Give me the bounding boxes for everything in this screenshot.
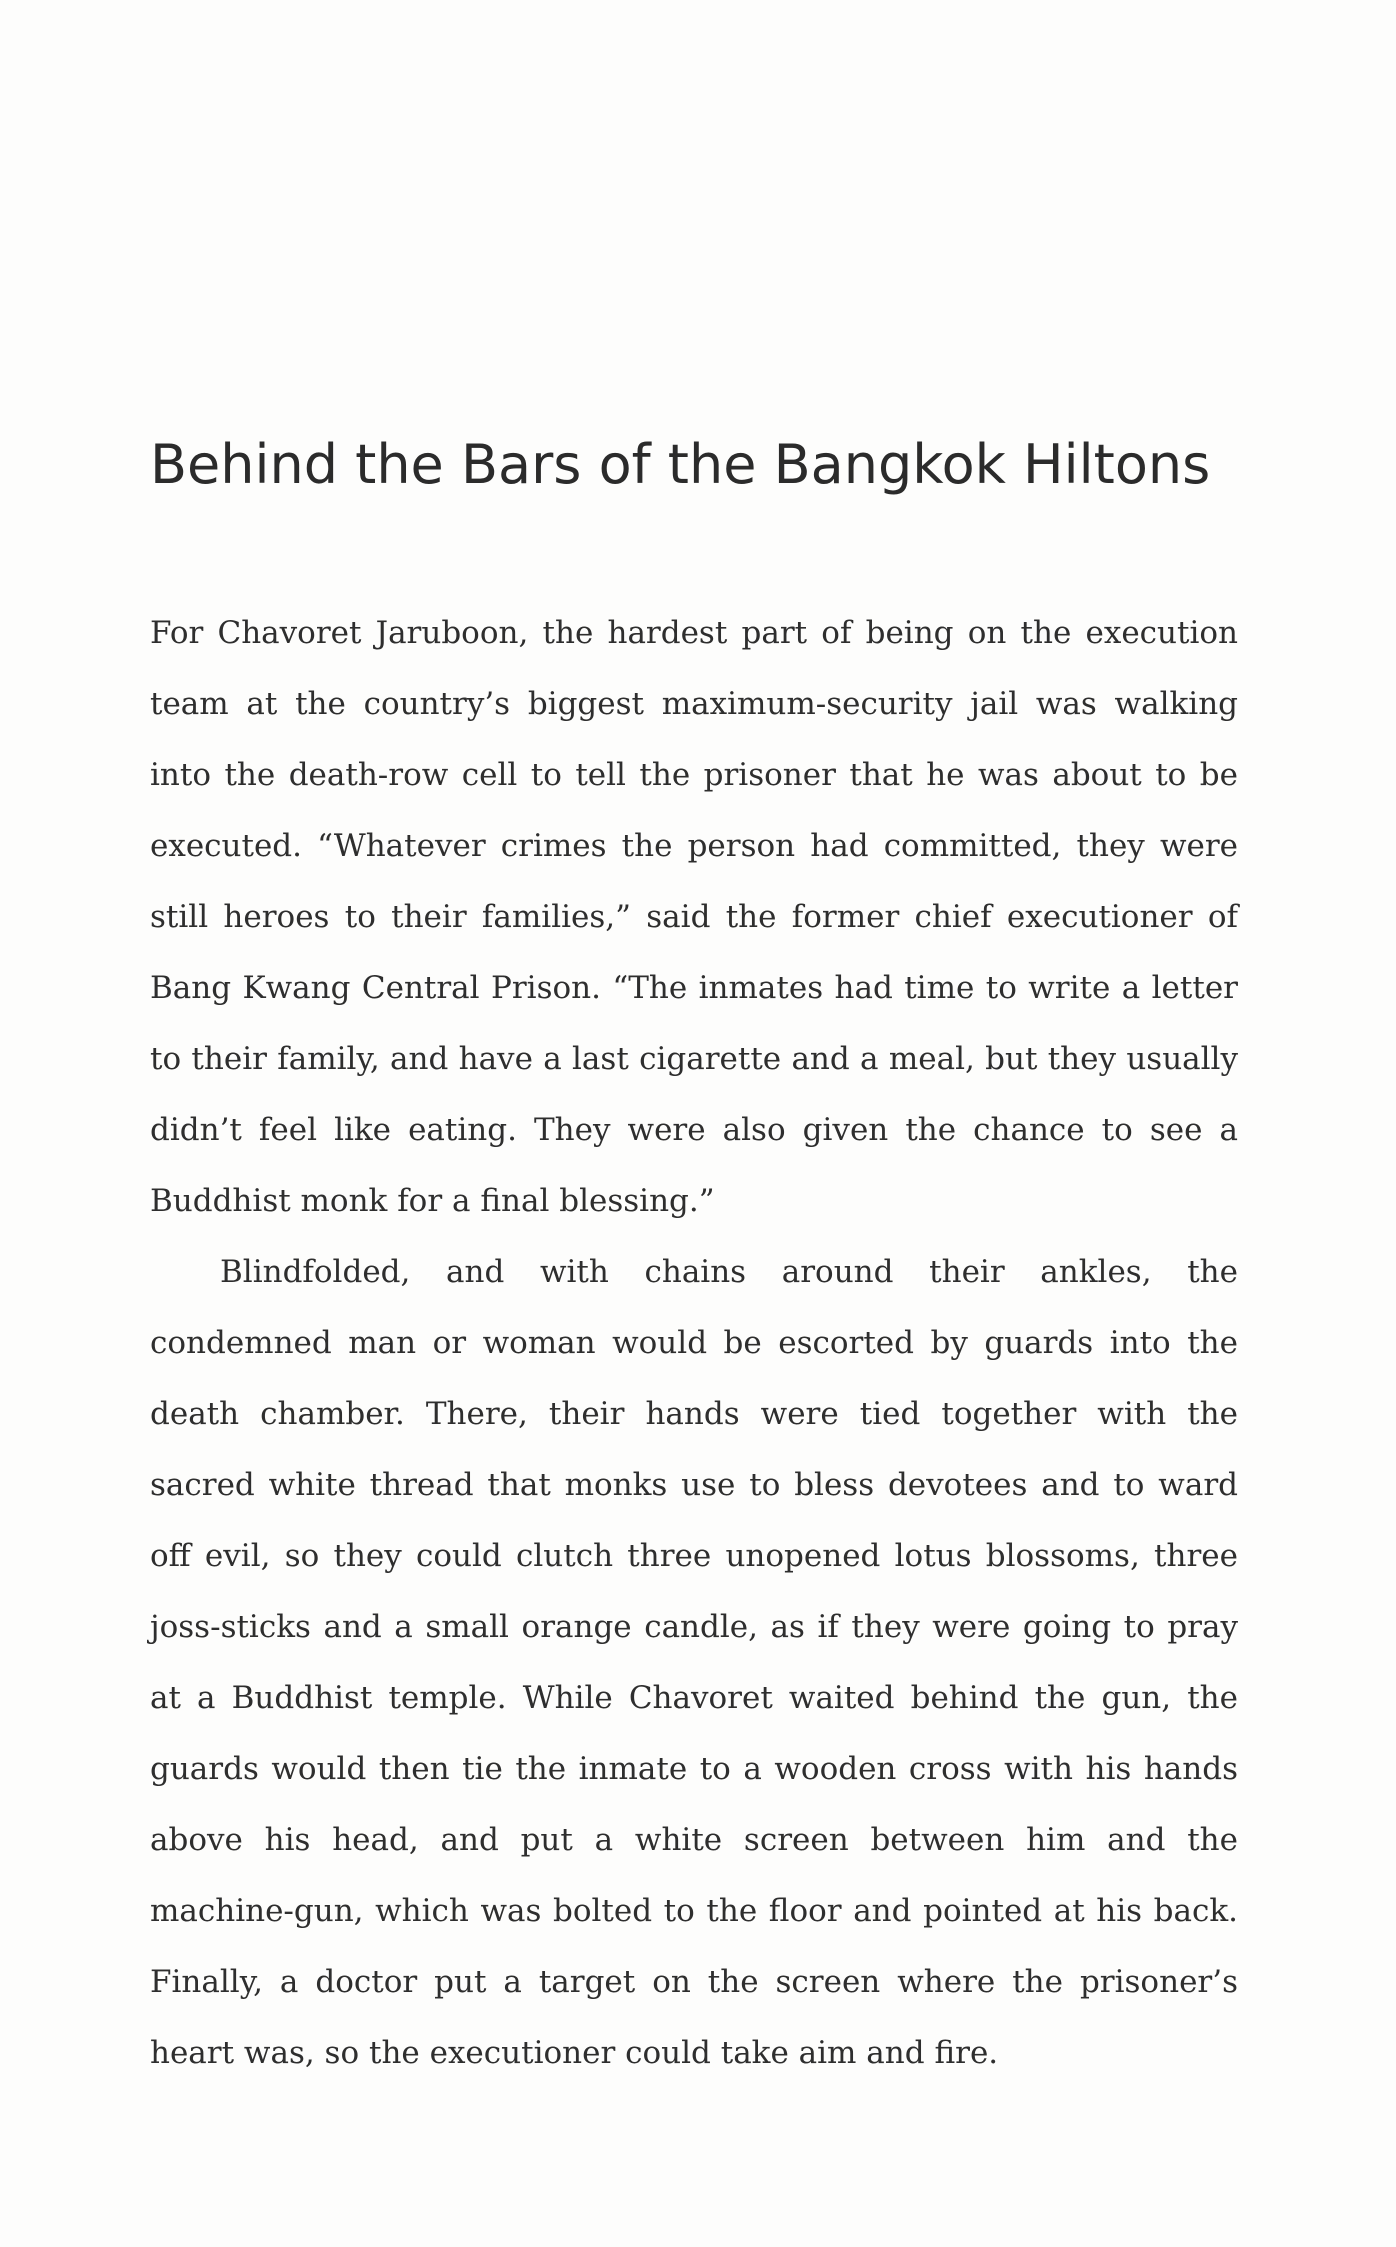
chapter-body — [150, 598, 1238, 2089]
paragraph-2: Blindfolded, and with chains around their ankles, the condemned man or woman would be escorted by guards into the death chamber. There, their hands were tied together with the sacred white thread that monks use to bless devotees and to ward off evil, so they could clutch three unopened lotus blossoms, three joss-sticks and a small orange candle, as if they were going to pray at a Buddhist temple. While Chavoret waited behind the gun, the guards would then tie the inmate to a wooden cross with his hands above his head, and put a white screen between him and the machine-gun, which was bolted to the floor and pointed at his back. Finally, a doctor put a target on the screen where the prisoner’s heart was, so the executioner could take aim and fire. — [150, 1254, 1238, 2071]
chapter-title: Behind the Bars of the Bangkok Hiltons — [150, 433, 1211, 496]
paragraph-1: For Chavoret Jaruboon, the hardest part of being on the execution team at the country’s biggest maximum-security jail was walking into the death-row cell to tell the prisoner that he was about to be executed. “Whatever crimes the person had committed, they were still heroes to their families,” said the former chief executioner of Bang Kwang Central Prison. “The inmates had time to write a letter to their family, and have a last cigarette and a meal, but they usually didn’t feel like eating. They were also given the chance to see a Buddhist monk for a final blessing.” — [150, 615, 1238, 1219]
